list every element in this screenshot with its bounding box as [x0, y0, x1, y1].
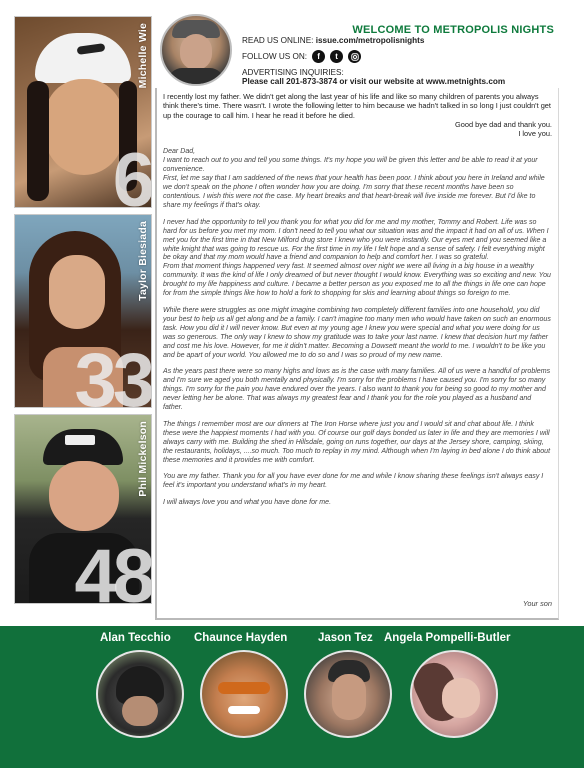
- letter-paragraph: While there were struggles as one might imagine combining two completely different families into one household, you did your best to help us all get along and be a family. I can't imagine too many men who would have taken on such an enormous task. How you did it I will never know. But even at my young age I knew you were special and what you were doing for us was so generous. The only way I knew to show my gratitude was to take your last name. I knew that decision hurt my father and cost me his love. However, for me it didn't matter. Becoming a Dowsett meant the world to me. I wouldn't to be like you and be apart of your world. You allowed me to do so and I was so proud of my new name.: [163, 306, 551, 359]
- instagram-icon[interactable]: [348, 50, 361, 63]
- letter-paragraph: You are my father. Thank you for all you have ever done for me and while I know sharing these feelings isn't always easy I feel it's important you understand what's in my heart.: [163, 473, 544, 490]
- athlete-number: 6: [112, 138, 151, 208]
- letter-intro: I recently lost my father. We didn't get along the last year of his life and like so many children of parents you always think there's time. There wasn't. I wrote the following letter to him because we hadn't talked in so long I just couldn't get up the courage to call him. I hear he read it before he died.: [163, 92, 551, 120]
- letter-paragraph: First, let me say that I am saddened of the news that your health has been poor. I think about you here in Ireland and while we don't speak on the phone I often wonder how you are doing. I'm sorry that these recent months have been so contentious. I wish this were not the case. My heart breaks and that heart-break will live inside me forever. But I'd like to share my feelings if that's okay.: [163, 175, 545, 209]
- intro-signoff-2: I love you.: [518, 129, 552, 139]
- letter-body: [163, 148, 552, 508]
- ad-inquiries-label: ADVERTISING INQUIRIES:: [242, 68, 344, 77]
- read-online-link[interactable]: issue.com/metropolisnights: [315, 36, 425, 45]
- athlete-number: 33: [74, 338, 151, 408]
- contributor-name: Jason Tez: [318, 632, 373, 644]
- letter-paragraph: I never had the opportunity to tell you thank you for what you did for me and my mother, Tommy and Robert. Life was so hard for us before you met my mom. I don't need to tell you what our situation was and the impact it had on all of us. When I met you for the first time in that New Milford drug store I knew who you were instantly. Our eyes met and you seemed like a white knight that was going to rescue us. For the first time in my life I felt hope and a sense of safety. I felt everything might be okay and that my mom would have a friend and companion to help and comfort her. I was so grateful.: [163, 218, 549, 262]
- ad-contact: Please call 201-873-3874 or visit our website at www.metnights.com: [242, 77, 506, 86]
- letter-paragraph: As the years past there were so many highs and lows as is the case with many families. All of us were a handful of problems and I'm sure we aged you both mentally and physically. I'm sorry for the problems I have caused you. I'm sorry for so many things. I'm sorry for the pain you have endured over the years. I also want to thank you for being so good to my mother and never letting her be alone. That was always my greatest fear and I thank you for the role you played as a husband and father.: [163, 368, 551, 412]
- contributor-avatar-chaunce-hayden: [200, 650, 288, 738]
- contributor-name: Alan Tecchio: [100, 632, 171, 644]
- read-online-label: READ US ONLINE:: [242, 36, 314, 45]
- athlete-card-michelle-wie: [14, 16, 152, 208]
- welcome-title: WELCOME TO METROPOLIS NIGHTS: [352, 24, 554, 36]
- facebook-icon[interactable]: f: [312, 50, 325, 63]
- athlete-name: Phil Mickelson: [137, 421, 149, 497]
- letter-paragraph: From that moment things happened very fast. It seemed almost over night we were all living in a big house in a wealthy community. It was the kind of life I only dreamed of but never thought I would know. Everything was so exciting and new. You brought to my life happiness and culture. I became a better person as you exposed me to all the things in life one can hope for from the simple things like how to hold a fork to shopping for skis and learning about things so foreign to me.: [163, 263, 551, 298]
- contributor-name: Angela Pompelli-Butler: [384, 632, 511, 644]
- athlete-name: Michelle Wie: [137, 23, 149, 89]
- twitter-icon[interactable]: t: [330, 50, 343, 63]
- intro-signoff-1: Good bye dad and thank you.: [455, 119, 552, 129]
- contributor-avatar-alan-tecchio: [96, 650, 184, 738]
- athlete-number: 48: [74, 534, 151, 604]
- follow-label: FOLLOW US ON:: [242, 52, 308, 61]
- letter-closing: Your son: [522, 599, 552, 608]
- letter-paragraph: The things I remember most are our dinners at The Iron Horse where just you and I would sit and chat about life. I think these were the happiest moments I had with you. Of course our golf days bonded us later in life and they are memories I will always carry with me. Building the shed in Hillsdale, going on runs together, our days at the Jersey shore, camping, skiing, the restaurants, holidays, ....so much. Too much to replay in my mind. Although when I'm laying in bed alone I do think about these memories and it provides me with comfort.: [163, 420, 551, 464]
- letter-paragraph: I want to reach out to you and tell you some things. It's my hope you will be given this letter and be able to read it at your convenience.: [163, 157, 538, 174]
- read-online-line: [242, 36, 424, 45]
- letter-panel: [155, 88, 559, 620]
- contributors-footer: [0, 626, 584, 768]
- athlete-card-phil-mickelson: [14, 414, 152, 604]
- contributor-name: Chaunce Hayden: [194, 632, 288, 644]
- follow-us-line: [242, 50, 361, 63]
- athlete-name: Taylor Biesiada: [137, 221, 149, 301]
- athlete-card-taylor-biesiada: [14, 214, 152, 408]
- contributor-avatar-angela-pompelli-butler: [410, 650, 498, 738]
- editor-avatar: [160, 14, 232, 86]
- letter-paragraph: I will always love you and what you have done for me.: [163, 499, 332, 507]
- contributor-avatar-jason-tez: [304, 650, 392, 738]
- header: [160, 14, 560, 92]
- letter-greeting: Dear Dad,: [163, 148, 196, 156]
